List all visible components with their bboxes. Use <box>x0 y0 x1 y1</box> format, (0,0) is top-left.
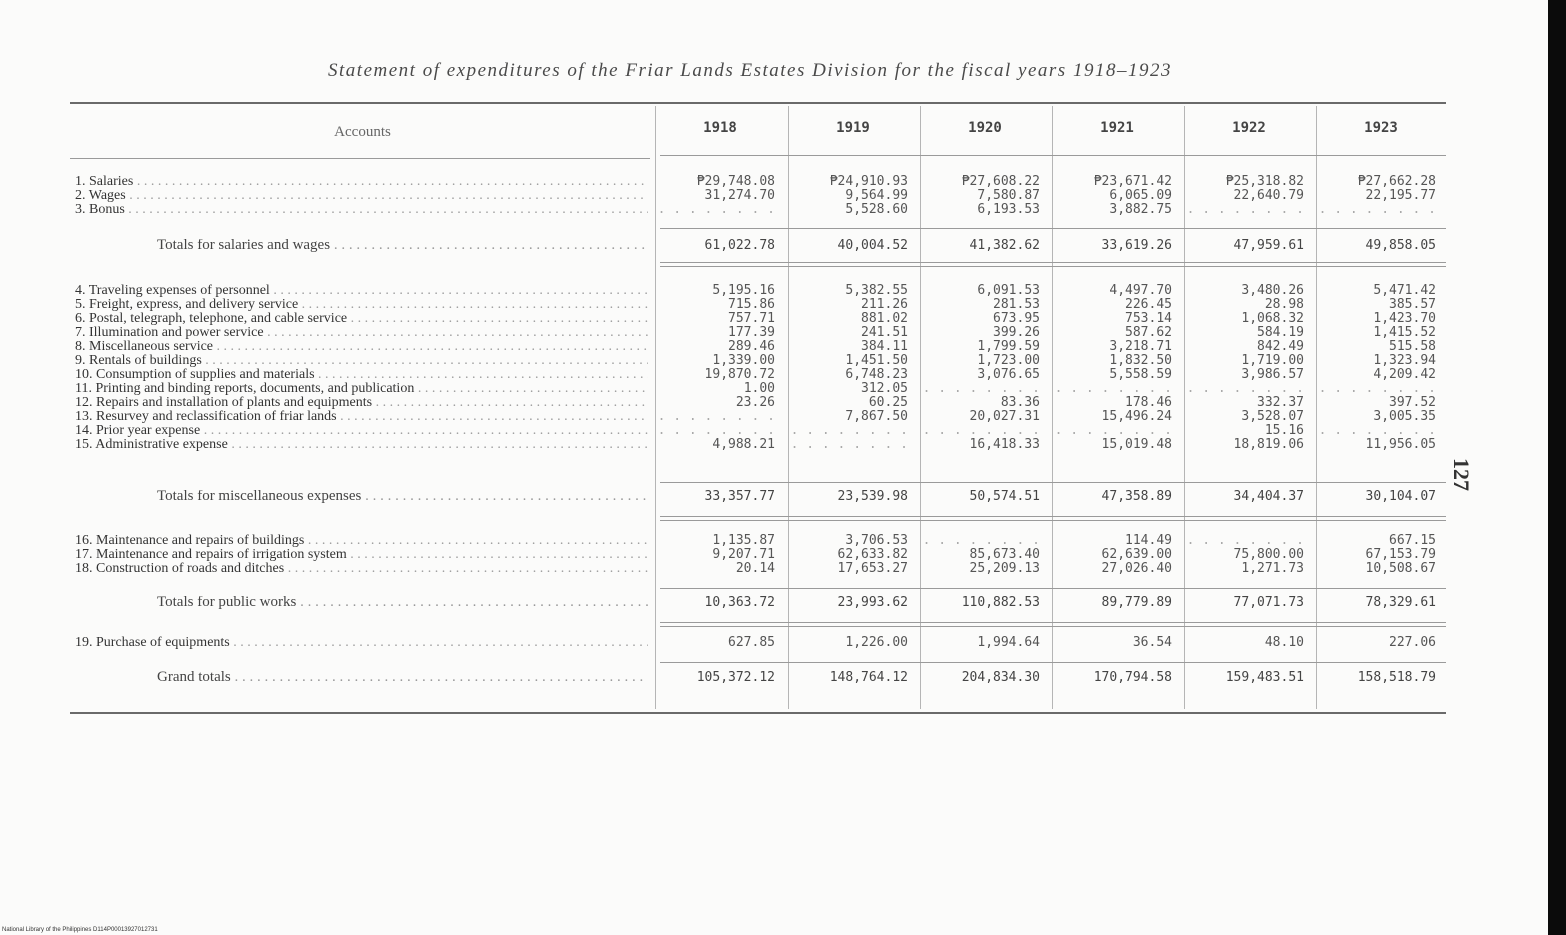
table-top-rule <box>70 102 1446 104</box>
table-cell: 114.49 <box>1125 533 1172 548</box>
table-cell: 5,528.60 <box>845 202 908 217</box>
table-cell: 9,207.71 <box>712 547 775 562</box>
table-cell: 1,799.59 <box>977 339 1040 354</box>
table-cell: 5,471.42 <box>1373 283 1436 298</box>
table-cell: 23.26 <box>735 395 775 410</box>
library-footer: National Library of the Philippines D114P00013927012731 <box>2 927 158 933</box>
table-cell: 384.11 <box>861 339 908 354</box>
account-row-label: 5. Freight, express, and delivery service . . . <box>75 298 648 312</box>
account-row-label: 7. Illumination and power service . . . <box>75 326 648 340</box>
total-cell: 41,382.62 <box>969 238 1040 253</box>
table-cell: 289.46 <box>728 339 775 354</box>
table-cell: 20,027.31 <box>969 409 1040 424</box>
table-cell: 67,153.79 <box>1365 547 1436 562</box>
section-rule <box>660 228 1446 229</box>
table-cell: 3,986.57 <box>1241 367 1304 382</box>
account-row-label: 18. Construction of roads and ditches . . . <box>75 562 648 576</box>
table-cell: . . . . . . . . <box>1186 381 1304 396</box>
table-cell: 1,323.94 <box>1373 353 1436 368</box>
account-row-label: 2. Wages . . . <box>75 189 648 203</box>
table-cell: 75,800.00 <box>1233 547 1304 562</box>
table-cell: ₱29,748.08 <box>696 174 775 189</box>
section-rule <box>660 626 1446 627</box>
page-number: 127 <box>1449 458 1474 491</box>
table-cell: 753.14 <box>1125 311 1172 326</box>
total-cell: 61,022.78 <box>704 238 775 253</box>
table-cell: 1,451.50 <box>845 353 908 368</box>
section-rule <box>660 266 1446 267</box>
table-cell: 5,195.16 <box>712 283 775 298</box>
account-row-label: 9. Rentals of buildings . . . <box>75 354 648 368</box>
table-cell: 211.26 <box>861 297 908 312</box>
total-cell: 33,357.77 <box>704 489 775 504</box>
total-cell: 148,764.12 <box>829 670 908 685</box>
total-cell: 23,539.98 <box>837 489 908 504</box>
table-cell: 241.51 <box>861 325 908 340</box>
total-cell: 158,518.79 <box>1357 670 1436 685</box>
table-cell: 881.02 <box>861 311 908 326</box>
year-header-1: 1919 <box>836 120 870 136</box>
table-cell: 1,068.32 <box>1241 311 1304 326</box>
table-cell: 3,218.71 <box>1109 339 1172 354</box>
table-cell: 15,496.24 <box>1101 409 1172 424</box>
account-row-label: 19. Purchase of equipments . . . <box>75 636 648 650</box>
total-cell: 50,574.51 <box>969 489 1040 504</box>
account-row-label: 6. Postal, telegraph, telephone, and cable service . . . <box>75 312 648 326</box>
table-cell: 83.36 <box>1000 395 1040 410</box>
account-row-label: 3. Bonus . . . <box>75 203 648 217</box>
account-row-label: 16. Maintenance and repairs of buildings . . . <box>75 534 648 548</box>
table-cell: . . . . . . . . <box>1054 423 1172 438</box>
table-cell: 6,193.53 <box>977 202 1040 217</box>
table-cell: 7,580.87 <box>977 188 1040 203</box>
table-cell: 11,956.05 <box>1365 437 1436 452</box>
table-cell: 1,832.50 <box>1109 353 1172 368</box>
table-cell: 9,564.99 <box>845 188 908 203</box>
section-rule <box>70 158 650 159</box>
total-cell: 49,858.05 <box>1365 238 1436 253</box>
table-cell: . . . . . . . . <box>1318 202 1436 217</box>
total-cell: 159,483.51 <box>1225 670 1304 685</box>
page-title: Statement of expenditures of the Friar Lands Estates Division for the fiscal years 1918–1923 <box>328 60 1172 81</box>
table-cell: 1,271.73 <box>1241 561 1304 576</box>
table-cell: 842.49 <box>1257 339 1304 354</box>
year-header-0: 1918 <box>703 120 737 136</box>
page-edge <box>1548 0 1566 935</box>
table-cell: 3,005.35 <box>1373 409 1436 424</box>
table-cell: 1,415.52 <box>1373 325 1436 340</box>
total-row-label: Totals for miscellaneous expenses . . . <box>157 490 648 504</box>
table-cell: 25,209.13 <box>969 561 1040 576</box>
total-row-label: Grand totals . . . <box>157 671 648 685</box>
table-cell: . . . . . . . . <box>922 381 1040 396</box>
table-cell: 3,480.26 <box>1241 283 1304 298</box>
table-cell: 85,673.40 <box>969 547 1040 562</box>
account-row-label: 4. Traveling expenses of personnel . . . <box>75 284 648 298</box>
table-cell: 1,135.87 <box>712 533 775 548</box>
total-row-label: Totals for salaries and wages . . . <box>157 239 648 253</box>
table-cell: 15,019.48 <box>1101 437 1172 452</box>
table-cell: 4,988.21 <box>712 437 775 452</box>
table-cell: 281.53 <box>993 297 1040 312</box>
total-cell: 170,794.58 <box>1093 670 1172 685</box>
table-cell: 19,870.72 <box>704 367 775 382</box>
table-cell: 20.14 <box>735 561 775 576</box>
table-cell: ₱27,608.22 <box>961 174 1040 189</box>
table-cell: 627.85 <box>728 635 775 650</box>
table-cell: 227.06 <box>1389 635 1436 650</box>
account-row-label: 12. Repairs and installation of plants and equipments . . . <box>75 396 648 410</box>
total-cell: 40,004.52 <box>837 238 908 253</box>
table-cell: 36.54 <box>1132 635 1172 650</box>
section-rule <box>660 520 1446 521</box>
table-bottom-rule <box>70 712 1446 714</box>
total-cell: 204,834.30 <box>961 670 1040 685</box>
table-cell: ₱23,671.42 <box>1093 174 1172 189</box>
table-cell: 1,719.00 <box>1241 353 1304 368</box>
table-cell: . . . . . . . . <box>790 437 908 452</box>
table-cell: 16,418.33 <box>969 437 1040 452</box>
table-cell: 1,226.00 <box>845 635 908 650</box>
table-cell: 399.26 <box>993 325 1040 340</box>
section-rule <box>660 155 1446 156</box>
account-row-label: 14. Prior year expense . . . <box>75 424 648 438</box>
total-cell: 33,619.26 <box>1101 238 1172 253</box>
table-cell: . . . . . . . . <box>922 533 1040 548</box>
table-cell: 515.58 <box>1389 339 1436 354</box>
table-cell: 177.39 <box>728 325 775 340</box>
account-row-label: 15. Administrative expense . . . <box>75 438 648 452</box>
table-cell: 62,639.00 <box>1101 547 1172 562</box>
table-cell: 1,339.00 <box>712 353 775 368</box>
table-cell: . . . . . . . . <box>1186 202 1304 217</box>
total-cell: 47,959.61 <box>1233 238 1304 253</box>
section-rule <box>660 516 1446 517</box>
year-header-3: 1921 <box>1100 120 1134 136</box>
account-row-label: 10. Consumption of supplies and materials . . . <box>75 368 648 382</box>
section-rule <box>660 662 1446 663</box>
table-cell: . . . . . . . . <box>657 423 775 438</box>
account-row-label: 1. Salaries . . . <box>75 175 648 189</box>
total-cell: 105,372.12 <box>696 670 775 685</box>
total-cell: 78,329.61 <box>1365 595 1436 610</box>
section-rule <box>660 622 1446 623</box>
account-row-label: 11. Printing and binding reports, documents, and publication . . . <box>75 382 648 396</box>
table-cell: 6,065.09 <box>1109 188 1172 203</box>
table-cell: 584.19 <box>1257 325 1304 340</box>
table-cell: 1,423.70 <box>1373 311 1436 326</box>
total-cell: 89,779.89 <box>1101 595 1172 610</box>
table-cell: 178.46 <box>1125 395 1172 410</box>
table-cell: 757.71 <box>728 311 775 326</box>
table-cell: 22,195.77 <box>1365 188 1436 203</box>
table-cell: 18,819.06 <box>1233 437 1304 452</box>
total-cell: 30,104.07 <box>1365 489 1436 504</box>
table-cell: . . . . . . . . <box>1318 381 1436 396</box>
table-cell: 3,706.53 <box>845 533 908 548</box>
table-cell: 1,994.64 <box>977 635 1040 650</box>
table-cell: 3,882.75 <box>1109 202 1172 217</box>
table-cell: 62,633.82 <box>837 547 908 562</box>
total-cell: 110,882.53 <box>961 595 1040 610</box>
table-cell: 31,274.70 <box>704 188 775 203</box>
table-cell: 226.45 <box>1125 297 1172 312</box>
year-header-2: 1920 <box>968 120 1002 136</box>
year-header-5: 1923 <box>1364 120 1398 136</box>
table-cell: 332.37 <box>1257 395 1304 410</box>
table-cell: 10,508.67 <box>1365 561 1436 576</box>
total-cell: 34,404.37 <box>1233 489 1304 504</box>
account-row-label: 13. Resurvey and reclassification of friar lands . . . <box>75 410 648 424</box>
year-header-4: 1922 <box>1232 120 1266 136</box>
total-cell: 23,993.62 <box>837 595 908 610</box>
table-cell: 673.95 <box>993 311 1040 326</box>
table-cell: . . . . . . . . <box>1054 381 1172 396</box>
table-cell: 6,748.23 <box>845 367 908 382</box>
section-rule <box>660 588 1446 589</box>
table-cell: 5,382.55 <box>845 283 908 298</box>
table-cell: 715.86 <box>728 297 775 312</box>
section-rule <box>660 262 1446 263</box>
table-cell: 22,640.79 <box>1233 188 1304 203</box>
table-cell: 385.57 <box>1389 297 1436 312</box>
table-cell: . . . . . . . . <box>922 423 1040 438</box>
table-cell: 1,723.00 <box>977 353 1040 368</box>
table-cell: 312.05 <box>861 381 908 396</box>
table-cell: . . . . . . . . <box>1186 533 1304 548</box>
table-cell: 3,076.65 <box>977 367 1040 382</box>
section-rule <box>660 482 1446 483</box>
table-cell: 397.52 <box>1389 395 1436 410</box>
table-cell: . . . . . . . . <box>790 423 908 438</box>
table-cell: 60.25 <box>868 395 908 410</box>
table-cell: ₱27,662.28 <box>1357 174 1436 189</box>
total-cell: 47,358.89 <box>1101 489 1172 504</box>
table-cell: 5,558.59 <box>1109 367 1172 382</box>
table-cell: 28.98 <box>1264 297 1304 312</box>
account-row-label: 8. Miscellaneous service . . . <box>75 340 648 354</box>
table-cell: 587.62 <box>1125 325 1172 340</box>
table-cell: 1.00 <box>743 381 775 396</box>
total-cell: 77,071.73 <box>1233 595 1304 610</box>
account-row-label: 17. Maintenance and repairs of irrigation system . . . <box>75 548 648 562</box>
table-cell: . . . . . . . . <box>1318 423 1436 438</box>
table-cell: . . . . . . . . <box>657 409 775 424</box>
table-cell: ₱24,910.93 <box>829 174 908 189</box>
table-cell: 48.10 <box>1264 635 1304 650</box>
table-cell: 667.15 <box>1389 533 1436 548</box>
table-cell: 4,497.70 <box>1109 283 1172 298</box>
total-cell: 10,363.72 <box>704 595 775 610</box>
table-cell: 17,653.27 <box>837 561 908 576</box>
total-row-label: Totals for public works . . . <box>157 596 648 610</box>
table-cell: 15.16 <box>1264 423 1304 438</box>
table-cell: 6,091.53 <box>977 283 1040 298</box>
table-cell: 27,026.40 <box>1101 561 1172 576</box>
table-cell: ₱25,318.82 <box>1225 174 1304 189</box>
table-cell: 3,528.07 <box>1241 409 1304 424</box>
table-cell: 7,867.50 <box>845 409 908 424</box>
table-cell: 4,209.42 <box>1373 367 1436 382</box>
accounts-column-header: Accounts <box>334 124 391 140</box>
table-cell: . . . . . . . . <box>657 202 775 217</box>
